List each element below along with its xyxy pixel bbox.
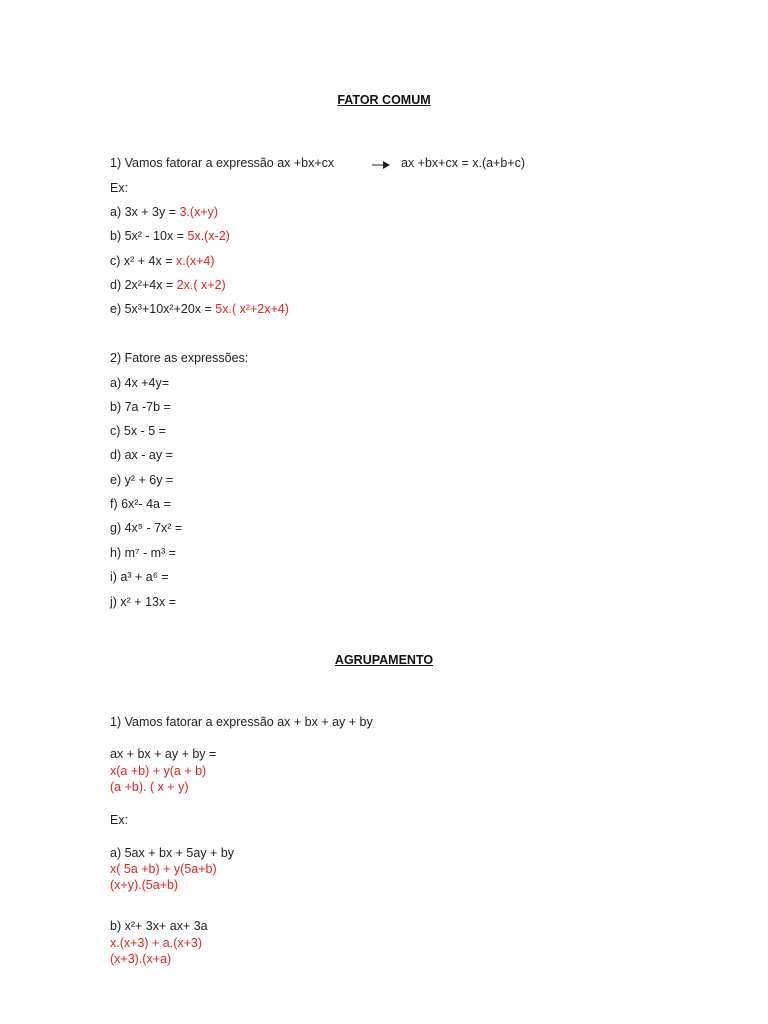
example-question: d) 2x²+4x =	[110, 278, 177, 292]
exercise-item: i) a³ + a⁶ =	[110, 570, 169, 584]
group-example-step-2: (x+3).(x+a)	[110, 952, 172, 966]
exercise-title: 2) Fatore as expressões:	[110, 351, 249, 365]
exercise-item: h) m⁷ - m³ =	[110, 546, 176, 560]
exercise-item: e) y² + 6y =	[110, 473, 174, 487]
example-c	[110, 253, 215, 269]
ex-label: Ex:	[110, 813, 129, 827]
example-a	[110, 204, 218, 220]
ex-label: Ex:	[110, 181, 129, 195]
example-question: e) 5x³+10x²+20x =	[110, 302, 216, 316]
example-answer: 5x.( x²+2x+4)	[215, 302, 289, 316]
exercise-item: d) ax - ay =	[110, 448, 173, 462]
example-d	[110, 277, 226, 293]
section-title-fator-comum: FATOR COMUM	[337, 93, 431, 107]
group-example-step-2: (x+y).(5a+b)	[110, 878, 179, 892]
group-example-question: a) 5ax + bx + 5ay + by	[110, 846, 235, 860]
exercise-item: a) 4x +4y=	[110, 376, 170, 390]
example-answer: 2x.( x+2)	[176, 278, 226, 292]
example-answer: x.(x+4)	[176, 254, 215, 268]
example-answer: 3.(x+y)	[179, 205, 219, 219]
example-b	[110, 228, 230, 244]
agrupamento-intro: 1) Vamos fatorar a expressão ax + bx + ay + by	[110, 715, 373, 729]
group-example-question: b) x²+ 3x+ ax+ 3a	[110, 919, 208, 933]
exercise-item: g) 4x⁵ - 7x² =	[110, 521, 183, 535]
example-question: a) 3x + 3y =	[110, 205, 180, 219]
group-example-step-1: x.(x+3) + a.(x+3)	[110, 936, 203, 950]
arrow-right-icon	[371, 159, 391, 171]
demo-step-2: (a +b). ( x + y)	[110, 780, 189, 794]
example-question: c) x² + 4x =	[110, 254, 176, 268]
fator-comum-formula: ax +bx+cx = x.(a+b+c)	[401, 156, 526, 170]
exercise-item: j) x² + 13x =	[110, 595, 176, 609]
example-question: b) 5x² - 10x =	[110, 229, 188, 243]
example-answer: 5x.(x-2)	[187, 229, 230, 243]
demo-step-1: x(a +b) + y(a + b)	[110, 764, 207, 778]
exercise-item: b) 7a -7b =	[110, 400, 171, 414]
exercise-item: f) 6x²- 4a =	[110, 497, 171, 511]
exercise-item: c) 5x - 5 =	[110, 424, 166, 438]
group-example-step-1: x( 5a +b) + y(5a+b)	[110, 862, 217, 876]
section-title-agrupamento: AGRUPAMENTO	[334, 653, 434, 667]
example-e	[110, 301, 289, 317]
fator-comum-intro: 1) Vamos fatorar a expressão ax +bx+cx	[110, 156, 335, 170]
demo-question: ax + bx + ay + by =	[110, 747, 217, 761]
